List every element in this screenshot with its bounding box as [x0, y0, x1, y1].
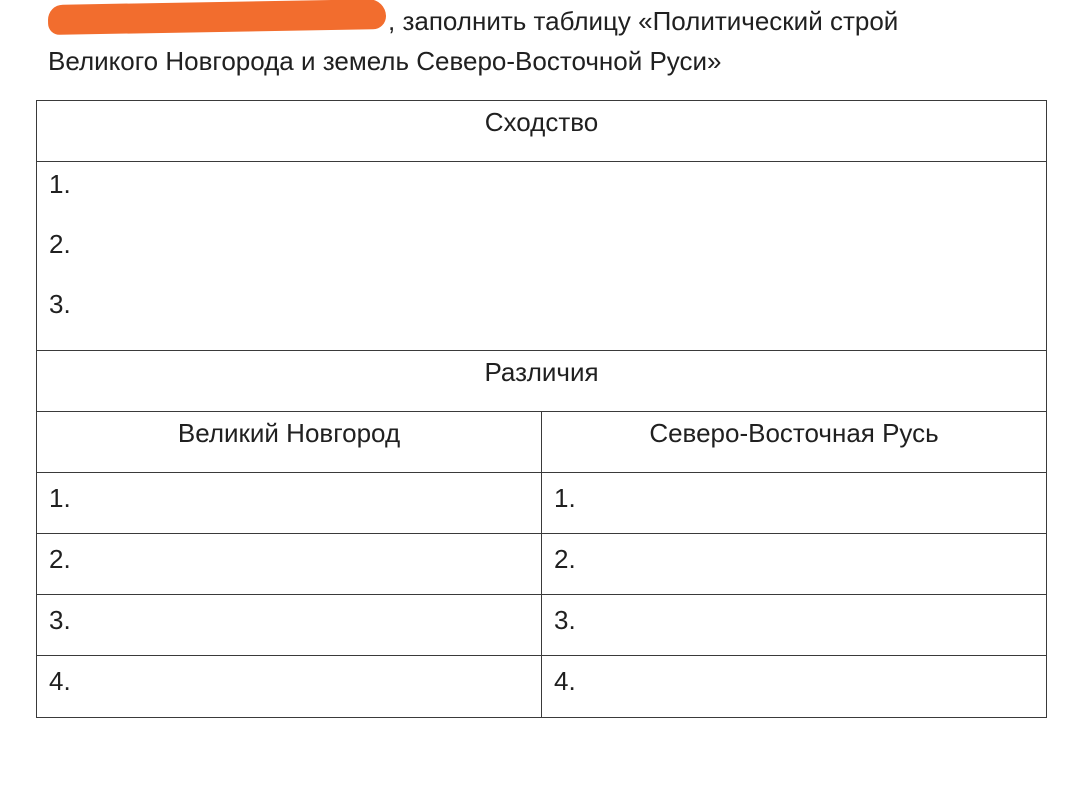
table-cell[interactable]: 1. — [542, 473, 1047, 534]
table-cell[interactable]: 4. — [542, 656, 1047, 718]
column-header-northeast-rus: Северо-Восточная Русь — [542, 412, 1047, 473]
differences-header: Различия — [37, 351, 1047, 412]
similarity-items-cell[interactable] — [37, 162, 1047, 351]
similarity-item: 3. — [49, 289, 71, 319]
table-cell[interactable]: 3. — [542, 595, 1047, 656]
table-cell[interactable]: 2. — [37, 534, 542, 595]
heading-line-1 — [48, 0, 1048, 41]
similarity-header: Сходство — [37, 101, 1047, 162]
similarity-item: 2. — [49, 229, 71, 259]
task-heading — [48, 0, 1048, 81]
comparison-table — [36, 100, 1047, 718]
table-cell[interactable]: 2. — [542, 534, 1047, 595]
redaction-mark — [48, 0, 386, 35]
heading-line-1-text: , заполнить таблицу «Политический строй — [388, 6, 899, 36]
similarity-item: 1. — [49, 169, 71, 199]
table-cell[interactable]: 1. — [37, 473, 542, 534]
column-header-novgorod: Великий Новгород — [37, 412, 542, 473]
table-cell[interactable]: 4. — [37, 656, 542, 718]
table-cell[interactable]: 3. — [37, 595, 542, 656]
heading-line-2: Великого Новгорода и земель Северо-Восточной Руси» — [48, 46, 722, 76]
